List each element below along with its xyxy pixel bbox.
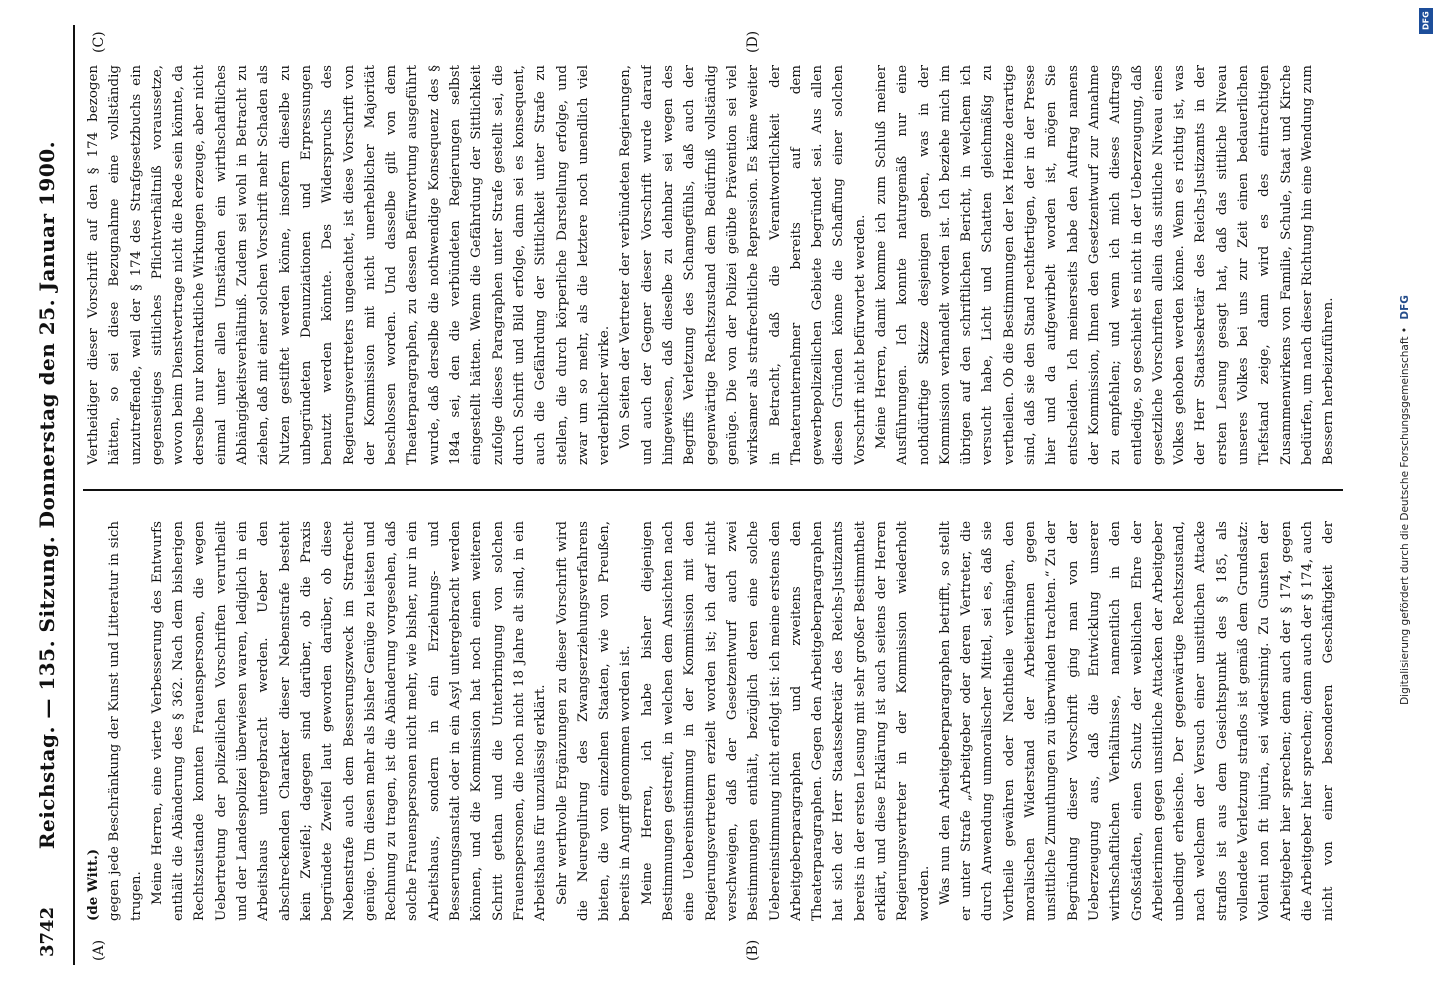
credit-separator: •: [1399, 326, 1411, 334]
paragraph: Meine Herren, eine vierte Verbesserung des Entwurfs enthält die Abänderung des § 362. Nach dem bisherigen Rechtszustande konnten Frauenspersonen, die wegen Uebertretung der polizeilichen Vorschriften verurtheilt und der Landespolizei überwiesen waren, lediglich in ein Arbeitshaus untergebracht werden. Ueber den abschreckenden Charakter dieser Nebenstrafe besteht kein Zweifel; dagegen sind darüber, ob die Praxis begründete Zweifel laut geworden darüber, ob diese Nebenstrafe auch dem Besserungszweck im Strafrecht genüge. Um diesen mehr als bisher Genüge zu leisten und Rechnung zu tragen, ist die Abänderung vorgesehen, daß solche Frauenspersonen nicht mehr, wie bisher, nur in ein Arbeitshaus, sondern in ein Erziehungs- und Besserungsanstalt oder in ein Asyl untergebracht werden können, und die Kommission hat noch einen weiteren Schritt gethan und die Unterbringung von solchen Frauenspersonen, die noch nicht 18 Jahre alt sind, in ein Arbeitshaus für unzulässig erklärt.: [149, 521, 549, 921]
page-number: 3742: [37, 906, 58, 957]
running-title: Reichstag. — 135. Sitzung. Donnerstag den 25. Januar 1900.: [35, 140, 59, 850]
rotated-page: [25, 25, 1355, 965]
page-header: [25, 25, 75, 965]
paragraph: gegen jede Beschränkung der Kunst und Litteratur in sich trugen.: [107, 521, 144, 921]
speaker-name: (de Witt.): [85, 848, 101, 921]
margin-letter-c: (C): [91, 31, 107, 53]
paragraph: Sehr werthvolle Ergänzungen zu dieser Vorschrift wird die Neuregulirung des Zwangserziehungsverfahrens bieten, die von einzelnen Staaten, wie von Preußen, bereits in Angriff genommen worden ist.: [554, 521, 634, 921]
paragraph: Vertheidiger dieser Vorschrift auf den § 174 bezogen hätten, so sei diese Bezugnahme eine vollständig unzutreffende, weil der § 174 des Strafgesetzbuchs ein gegenseitiges sittliches Pflichtverhältniß voraussetze, wovon beim Dienstvertrage nicht die Rede sein könnte, da derselbe nur kontraktliche Wirkungen erzeuge, aber nicht einmal unter allen Umständen ein wirthschaftliches Abhängigkeitsverhältniß. Zudem sei wohl in Betracht zu ziehen, daß mit einer solchen Vorschrift mehr Schaden als Nutzen gestiftet werden könne, insofern dieselbe zu unbegründeten Denunziationen und Erpressungen benutzt werden könnte. Des Widerspruchs des Regierungsvertreters ungeachtet, ist diese Vorschrift von der Kommission mit nicht unerheblicher Majorität beschlossen worden. Und dasselbe gilt von dem Theaterparagraphen, zu dessen Befürwortung ausgeführt wurde, daß derselbe die nothwendige Konsequenz des § 184a sei, den die verbündeten Regierungen selbst eingestellt hätten. Wenn die Gefährdung der Sittlichkeit zufolge dieses Paragraphen unter Strafe gestellt sei, die durch Schrift und Bild erfolge, dann sei es konsequent, auch die Gefährdung der Sittlichkeit unter Strafe zu stellen, die durch körperliche Darstellung erfolge, und zwar um so mehr, als die letztere noch unendlich viel verderblicher wirke.: [86, 65, 613, 465]
paragraph: Meine Herren, damit komme ich zum Schluß meiner Ausführungen. Ich konnte naturgemäß nur eine nothdürftige Skizze desjenigen geben, was in der Kommission verhandelt worden ist. Ich beziehe mich im übrigen auf den schriftlichen Bericht, in welchem ich versucht habe, Licht und Schatten gleichmäßig zu vertheilen. Ob die Bestimmungen der lex Heinze derartige sind, daß sie den Stand rechtfertigen, der in der Presse hier und da aufgewirbelt worden ist, mögen Sie entscheiden. Ich meinerseits habe den Auftrag namens der Kommission, Ihnen den Gesetzentwurf zur Annahme zu empfehlen; und wenn ich mich dieses Auftrags entledige, so geschieht es nicht in der Ueberzeugung, daß gesetzliche Vorschriften allein das sittliche Niveau eines Volkes gehoben werden könne. Wenn es richtig ist, was der Herr Staatssekretär des Reichs-Justizamts in der ersten Lesung gesagt hat, daß das sittliche Niveau unseres Volkes bei uns zur Zeit einen bedauerlichen Tiefstand zeige, dann wird es des eintrachtigen Zusammenwirkens von Familie, Schule, Staat und Kirche bedürfen, um nach dieser Richtung hin eine Wendung zum Bessern herbeizuführen.: [873, 65, 1337, 465]
credit-text: Digitalisierung gefördert durch die Deutsche Forschungsgemeinschaft: [1399, 336, 1411, 705]
column-divider: [83, 489, 1343, 491]
margin-letter-b: (B): [745, 939, 761, 961]
paragraph: Von Seiten der Vertreter der verbündeten Regierungen, und auch der Gegner dieser Vorschrift wurde darauf hingewiesen, daß dieselbe zu dehnbar sei wegen des Begriffs Verletzung des Schamgefühls, daß auch der gegenwärtige Rechtszustand dem Bedürfniß vollständig genüge. Die von der Polizei geübte Prävention sei viel wirksamer als strafrechtliche Repression. Es käme weiter in Betracht, daß die Verantwortlichkeit der Theaterunternehmer bereits auf dem gewerbepolizeilichen Gebiete begründet sei. Aus allen diesen Gründen könne die Schaffung einer solchen Vorschrift nicht befürwortet werden.: [618, 65, 868, 465]
left-column: [83, 521, 1343, 921]
digitization-credit: [1399, 295, 1411, 705]
paragraph: Was nun den Arbeitgeberparagraphen betrifft, so stellt er unter Strafe „Arbeitgeber oder deren Vertreter, die durch Anwendung unmoralischer Mittel, sei es, daß sie Vortheile gewähren oder Nachtheile verhängen, den moralischen Widerstand der Arbeiterinnen gegen unsittliche Zumuthungen zu überwinden trachten.“ Zu der Begründung dieser Vorschrift ging man von der Ueberzeugung aus, daß die Entwicklung unserer wirthschaftlichen Verhältnisse, namentlich in den Großstädten, einen Schutz der weiblichen Ehre der Arbeiterinnen gegen unsittliche Attacken der Arbeitgeber unbedingt erheische. Der gegenwärtige Rechtszustand, nach welchem der Versuch einer unsittlichen Attacke straflos ist aus dem Gesichtspunkt des § 185, als vollendete Verletzung straflos ist gemäß dem Grundsatz: Volenti non fit injuria, sei widersinnig. Zu Gunsten der Arbeitgeber hier sprechen; denn auch der § 174, gegen die Arbeitgeber hier sprechen; denn auch der § 174, auch nicht von einer besonderen Geschäftigkeit der: [937, 521, 1337, 921]
dfg-label: DFG: [1399, 295, 1411, 320]
margin-letter-a: (A): [91, 939, 107, 961]
margin-letter-d: (D): [745, 30, 761, 53]
paragraph: Meine Herren, ich habe bisher diejenigen Bestimmungen gestreift, in welchen dem Ansichten nach eine Uebereinstimmung in der Kommission mit den Regierungsvertretern erzielt worden ist; ich darf nicht verschweigen, daß der Gesetzentwurf auch zwei Bestimmungen enthält, bezüglich deren eine solche Uebereinstimmung nicht erfolgt ist: ich meine erstens den Arbeitgeberparagraphen und zweitens den Theaterparagraphen. Gegen den Arbeitgeberparagraphen hat sich der Herr Staatssekretär des Reichs-Justizamts bereits in der ersten Lesung mit sehr großer Bestimmtheit erklärt, und diese Erklärung ist auch seitens der Herren Regierungsvertreter in der Kommission wiederholt worden.: [639, 521, 932, 921]
dfg-logo: DFG: [1419, 8, 1433, 34]
right-column: [83, 65, 1343, 465]
interjection: [1340, 65, 1343, 465]
